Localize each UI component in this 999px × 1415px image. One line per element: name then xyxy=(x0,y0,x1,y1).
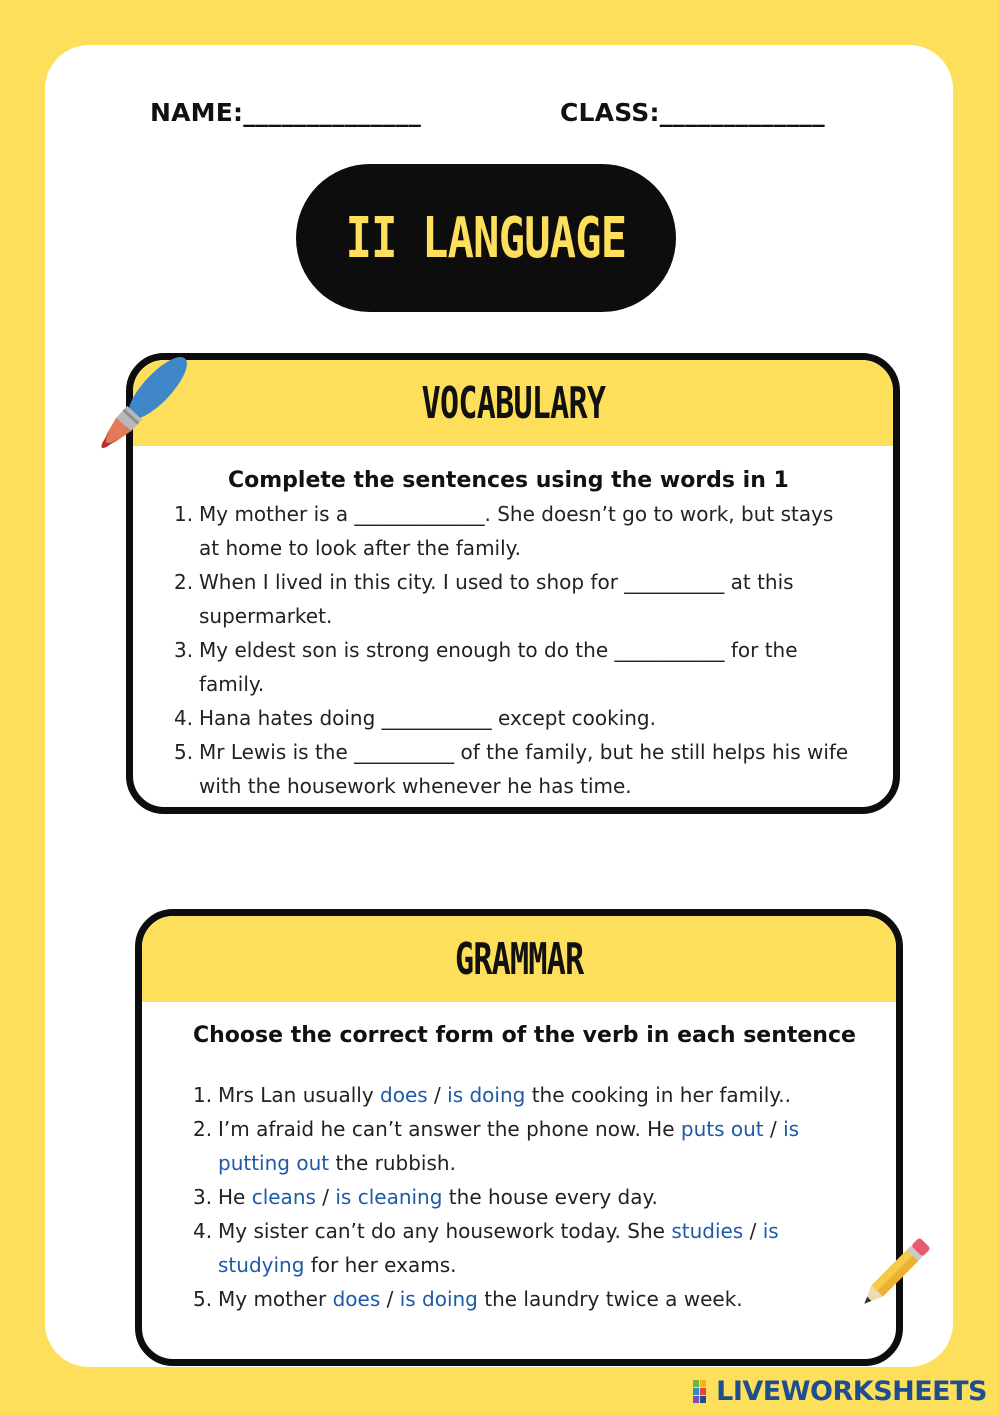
vocabulary-heading: VOCABULARY xyxy=(421,377,605,429)
title-pill xyxy=(296,164,676,312)
list-item xyxy=(174,633,854,701)
item-text-after: for her exams. xyxy=(304,1253,457,1277)
item-text-after: the laundry twice a week. xyxy=(477,1287,743,1311)
verb-option-2: is cleaning xyxy=(335,1185,443,1209)
option-separator: / xyxy=(743,1219,763,1243)
item-text: Hana hates doing ___________ except cooking. xyxy=(199,706,656,730)
item-text-before: My mother xyxy=(218,1287,333,1311)
item-text-after: the cooking in her family.. xyxy=(525,1083,791,1107)
item-number: 3. xyxy=(174,638,194,662)
item-text: Mr Lewis is the __________ of the family, but he still helps his wife with the housework whenever he has time. xyxy=(199,740,849,798)
grammar-band xyxy=(142,916,896,1002)
verb-option-1: puts out xyxy=(680,1117,764,1141)
option-separator: / xyxy=(427,1083,448,1107)
verb-option-1: does xyxy=(380,1083,428,1107)
item-number: 3. xyxy=(193,1185,213,1209)
verb-option-2: is putting out xyxy=(218,1117,800,1175)
vocabulary-band xyxy=(133,360,893,446)
verb-option-2: is doing xyxy=(399,1287,478,1311)
item-number: 4. xyxy=(193,1219,213,1243)
grammar-heading: GRAMMAR xyxy=(454,933,584,985)
item-text-before: He xyxy=(218,1185,252,1209)
verb-option-1: studies xyxy=(671,1219,744,1243)
item-text-after: the rubbish. xyxy=(329,1151,456,1175)
item-text-before: Mrs Lan usually xyxy=(218,1083,381,1107)
item-text-before: I’m afraid he can’t answer the phone now. He xyxy=(218,1117,681,1141)
name-field: NAME:______________ xyxy=(150,98,422,127)
item-text: My eldest son is strong enough to do the ___________ for the family. xyxy=(199,638,798,696)
item-text: When I lived in this city. I used to shop for __________ at this supermarket. xyxy=(199,570,794,628)
item-text-before: My sister can’t do any housework today. She xyxy=(218,1219,672,1243)
list-item xyxy=(193,1214,853,1282)
list-item xyxy=(174,735,854,803)
list-item xyxy=(193,1112,853,1180)
item-number: 4. xyxy=(174,706,194,730)
item-number: 2. xyxy=(193,1117,213,1141)
list-item xyxy=(193,1282,853,1316)
list-item xyxy=(193,1078,853,1112)
class-field: CLASS:_____________ xyxy=(560,98,825,127)
verb-option-1: cleans xyxy=(251,1185,316,1209)
liveworksheets-brand[interactable] xyxy=(692,1376,987,1407)
item-text: My mother is a _____________. She doesn’t go to work, but stays at home to look after the family. xyxy=(199,502,834,560)
page-title: II LANGUAGE xyxy=(345,205,627,271)
item-number: 1. xyxy=(174,502,194,526)
option-separator: / xyxy=(315,1185,336,1209)
option-separator: / xyxy=(763,1117,784,1141)
item-number: 2. xyxy=(174,570,194,594)
brand-name: LIVEWORKSHEETS xyxy=(716,1376,987,1407)
option-separator: / xyxy=(380,1287,400,1311)
pencil-icon xyxy=(848,1228,940,1320)
verb-option-1: does xyxy=(332,1287,381,1311)
grammar-instruction: Choose the correct form of the verb in each sentence xyxy=(193,1023,856,1048)
item-number: 5. xyxy=(193,1287,213,1311)
list-item xyxy=(174,497,854,565)
list-item xyxy=(174,565,854,633)
liveworksheets-logo-icon xyxy=(692,1378,714,1406)
paintbrush-icon xyxy=(78,352,198,467)
vocabulary-list xyxy=(174,497,854,803)
vocabulary-instruction: Complete the sentences using the words in 1 xyxy=(228,468,789,493)
list-item xyxy=(193,1180,853,1214)
grammar-list xyxy=(193,1078,853,1316)
verb-option-2: is doing xyxy=(447,1083,526,1107)
verb-option-2: is studying xyxy=(218,1219,779,1277)
list-item xyxy=(174,701,854,735)
item-number: 1. xyxy=(193,1083,213,1107)
item-text-after: the house every day. xyxy=(442,1185,658,1209)
item-number: 5. xyxy=(174,740,194,764)
